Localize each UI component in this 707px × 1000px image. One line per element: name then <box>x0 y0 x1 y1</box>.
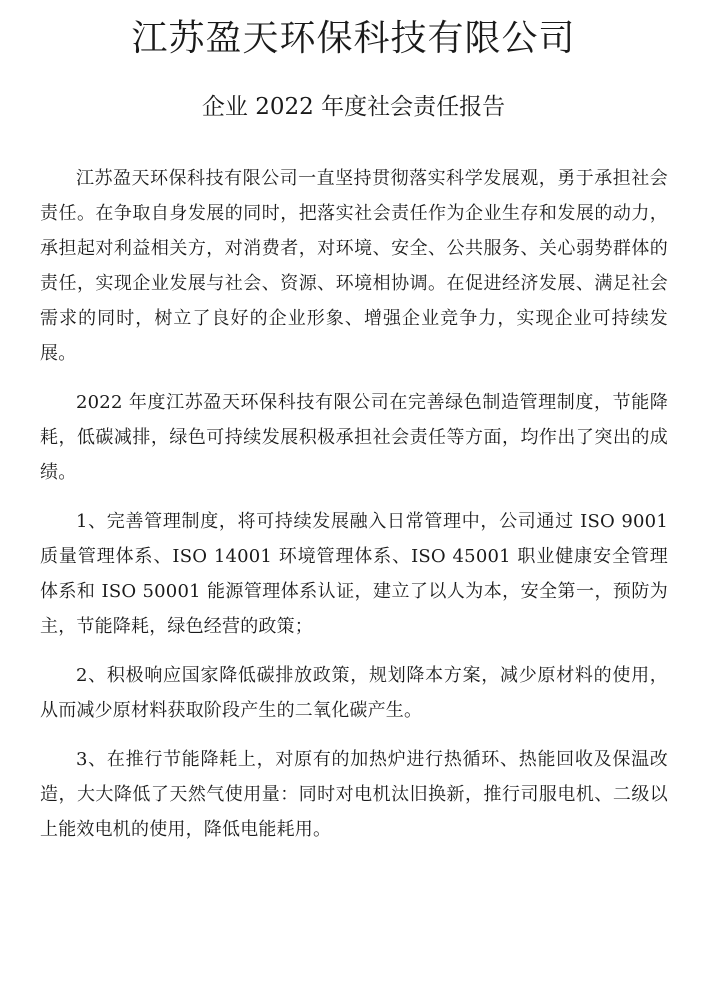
paragraph-item-3: 3、在推行节能降耗上，对原有的加热炉进行热循环、热能回收及保温改造，大大降低了天然气使用量：同时对电机汰旧换新，推行司服电机、二级以上能效电机的使用，降低电能耗用。 <box>40 749 668 840</box>
paragraph-summary: 2022 年度江苏盈天环保科技有限公司在完善绿色制造管理制度，节能降耗，低碳减排，绿色可持续发展积极承担社会责任等方面，均作出了突出的成绩。 <box>40 392 668 483</box>
paragraph-item-2: 2、积极响应国家降低碳排放政策，规划降本方案，减少原材料的使用，从而减少原材料获取阶段产生的二氧化碳产生。 <box>40 665 668 721</box>
report-title: 企业 2022 年度社会责任报告 <box>201 94 506 120</box>
company-name: 江苏盈天环保科技有限公司 <box>131 18 576 59</box>
paragraph-item-1: 1、完善管理制度，将可持续发展融入日常管理中，公司通过 ISO 9001 质量管理体系、ISO 14001 环境管理体系、ISO 45001 职业健康安全管理体系和 ISO 50001 能源管理体系认证，建立了以人为本，安全第一，预防为主，节能降耗，绿色经营的政策； <box>40 511 668 637</box>
report-body <box>40 161 668 861</box>
paragraph-intro: 江苏盈天环保科技有限公司一直坚持贯彻落实科学发展观，勇于承担社会责任。在争取自身发展的同时，把落实社会责任作为企业生存和发展的动力，承担起对利益相关方，对消费者，对环境、安全、公共服务、关心弱势群体的责任，实现企业发展与社会、资源、环境相协调。在促进经济发展、满足社会需求的同时，树立了良好的企业形象、增强企业竞争力，实现企业可持续发展。 <box>40 168 668 364</box>
